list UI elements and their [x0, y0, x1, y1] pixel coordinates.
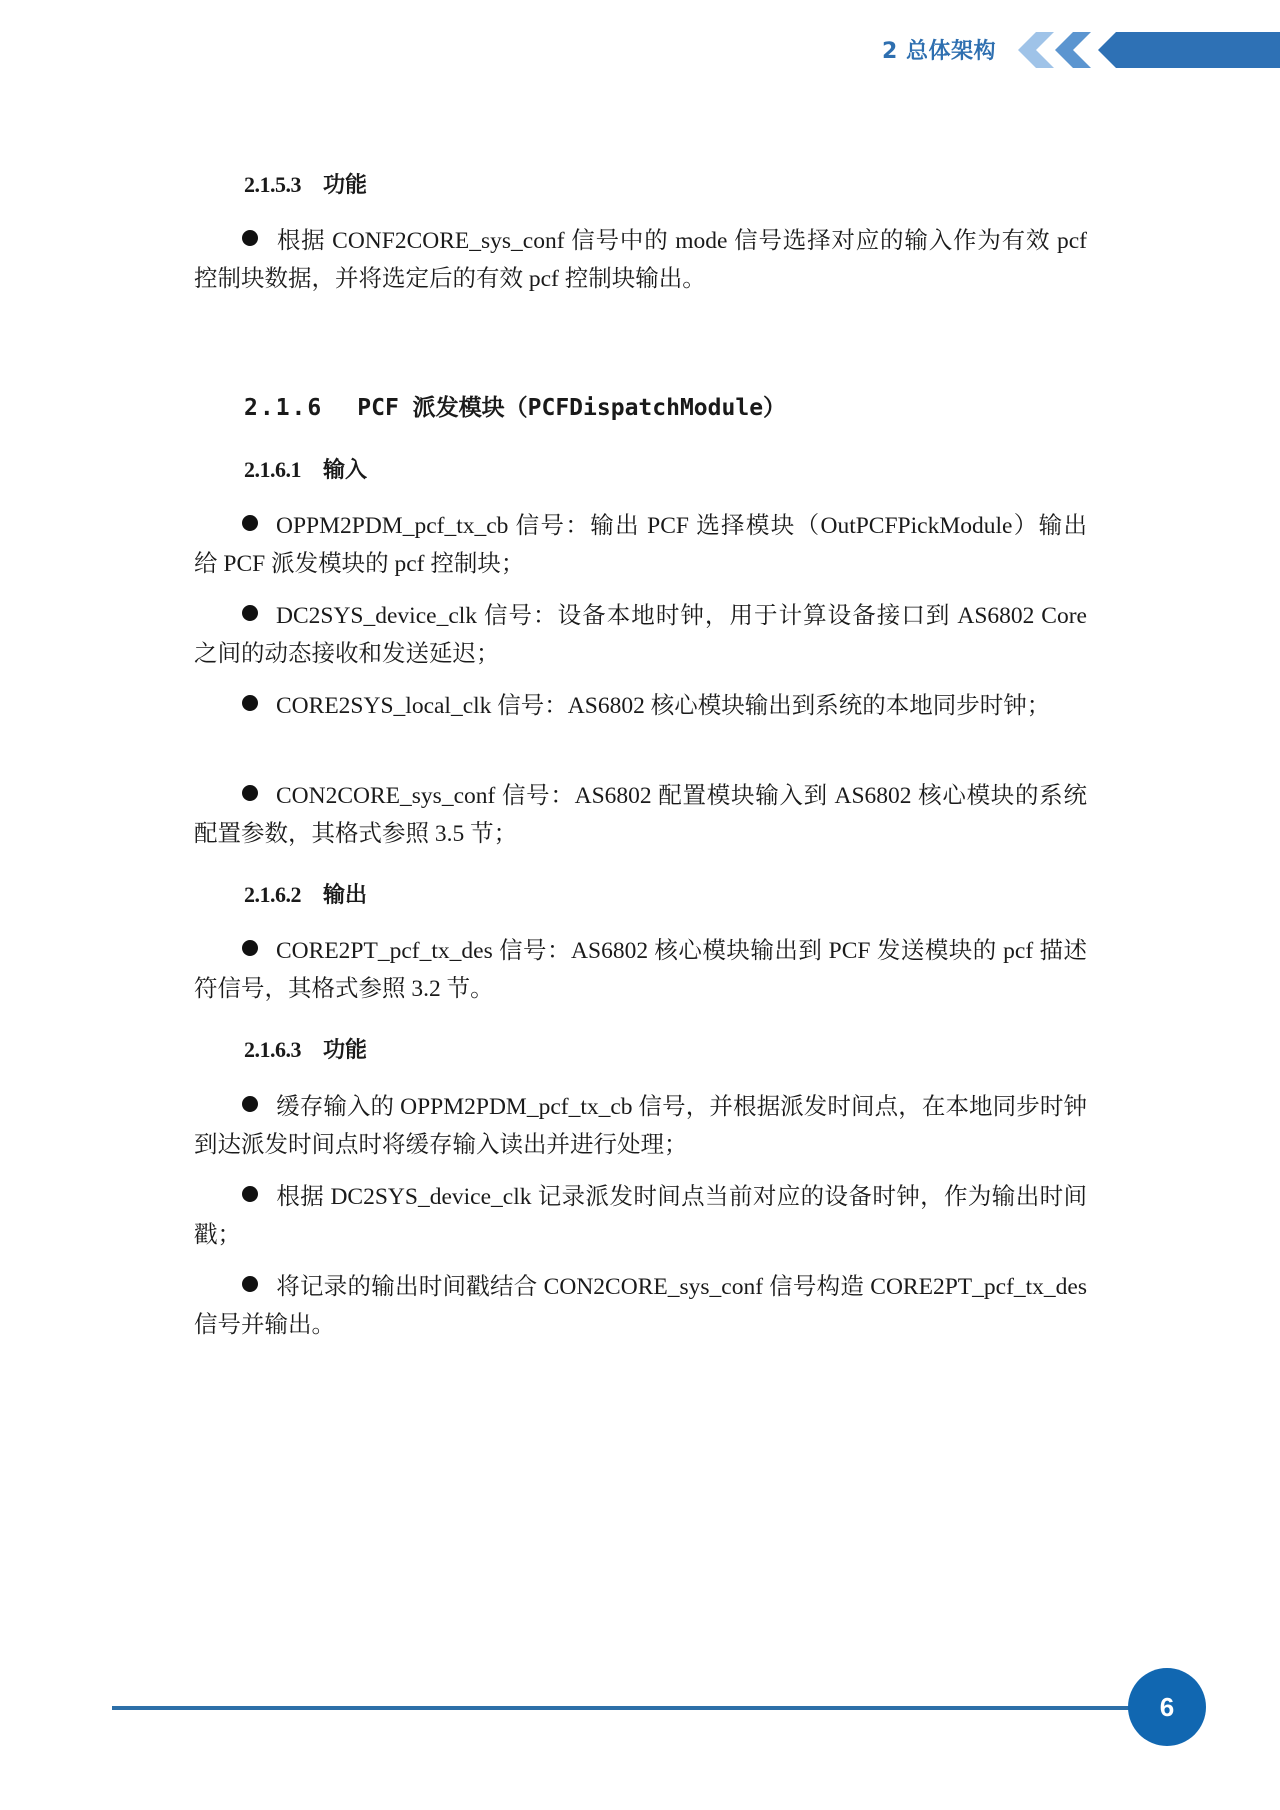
page-header: [0, 30, 1280, 70]
section-number: 2.1.6.1: [244, 457, 301, 482]
bullet-icon: [242, 605, 258, 621]
bullet-paragraph: 根据 DC2SYS_device_clk 记录派发时间点当前对应的设备时钟，作为输出时间戳；: [194, 1184, 1087, 1248]
bullet-icon: [242, 1276, 258, 1292]
page-number: 6: [1159, 1691, 1175, 1722]
footer-rule: [112, 1706, 1132, 1710]
heading-2-1-6: [244, 389, 786, 422]
heading-2-1-6-2: [244, 878, 367, 909]
bullet-paragraph: CON2CORE_sys_conf 信号：AS6802 配置模块输入到 AS6802 核心模块的系统配置参数，其格式参照 3.5 节；: [194, 783, 1087, 847]
bullet-icon: [242, 230, 258, 246]
bullet-icon: [242, 695, 258, 711]
chevron-banner-icon: [1018, 32, 1280, 68]
section-title: 输入: [323, 457, 368, 482]
bullet-icon: [242, 1186, 258, 1202]
bullet-paragraph: 将记录的输出时间戳结合 CON2CORE_sys_conf 信号构造 CORE2PT_pcf_tx_des 信号并输出。: [194, 1274, 1087, 1338]
section-title: PCF 派发模块（PCFDispatchModule）: [357, 395, 787, 421]
bullet-paragraph: 缓存输入的 OPPM2PDM_pcf_tx_cb 信号，并根据派发时间点，在本地同步时钟到达派发时间点时将缓存输入读出并进行处理；: [194, 1094, 1087, 1158]
heading-2-1-5-3: [244, 168, 367, 199]
chapter-title: 2 总体架构: [882, 39, 996, 64]
section-title: 功能: [323, 1037, 368, 1062]
section-number: 2.1.6.3: [244, 1037, 301, 1062]
section-number: 2.1.6: [244, 395, 324, 421]
bullet-icon: [242, 785, 258, 801]
heading-2-1-6-3: [244, 1033, 367, 1064]
bullet-icon: [242, 940, 258, 956]
bullet-paragraph: CORE2PT_pcf_tx_des 信号：AS6802 核心模块输出到 PCF 发送模块的 pcf 描述符信号，其格式参照 3.2 节。: [194, 938, 1087, 1002]
bullet-paragraph: OPPM2PDM_pcf_tx_cb 信号：输出 PCF 选择模块（OutPCFPickModule）输出给 PCF 派发模块的 pcf 控制块；: [194, 513, 1087, 577]
heading-2-1-6-1: [244, 453, 367, 484]
bullet-paragraph: DC2SYS_device_clk 信号：设备本地时钟，用于计算设备接口到 AS6802 Core 之间的动态接收和发送延迟；: [194, 603, 1087, 667]
section-title: 输出: [323, 882, 368, 907]
bullet-paragraph: CORE2SYS_local_clk 信号：AS6802 核心模块输出到系统的本地同步时钟；: [194, 687, 1087, 725]
section-number: 2.1.5.3: [244, 172, 301, 197]
page-number-badge: [1128, 1668, 1206, 1746]
bullet-icon: [242, 515, 258, 531]
section-number: 2.1.6.2: [244, 882, 301, 907]
bullet-paragraph: 根据 CONF2CORE_sys_conf 信号中的 mode 信号选择对应的输入作为有效 pcf 控制块数据，并将选定后的有效 pcf 控制块输出。: [194, 228, 1087, 292]
section-title: 功能: [323, 172, 368, 197]
bullet-icon: [242, 1096, 258, 1112]
